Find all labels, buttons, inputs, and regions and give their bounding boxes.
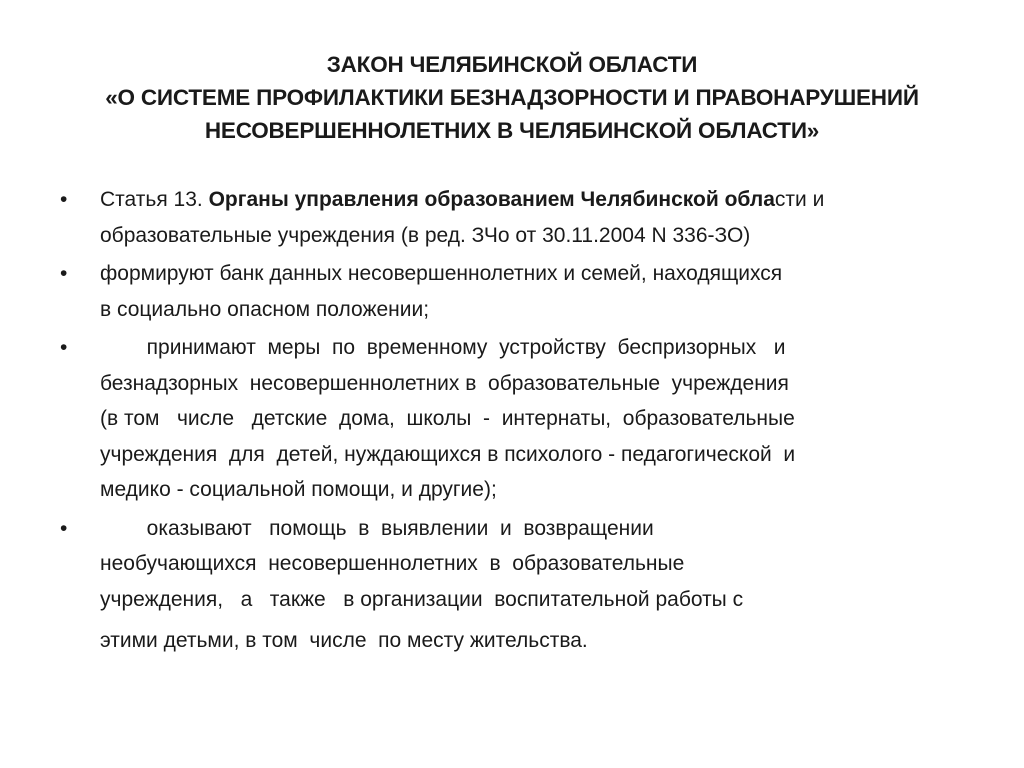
document-title	[40, 48, 984, 147]
article-heading-rest: сти и	[774, 188, 825, 211]
bullet-dot: •	[60, 188, 68, 211]
bullet-list	[60, 182, 970, 662]
bullet-line: этими детьми, в том числе по месту жительства.	[100, 629, 588, 652]
bullet-line: оказывают помощь в выявлении и возвращении	[100, 516, 654, 540]
bullet-line: безнадзорных несовершеннолетних в образовательные учреждения	[100, 371, 789, 395]
bullet-line: учреждения, а также в организации воспитательной работы с	[100, 587, 744, 611]
bullet-item-article	[60, 182, 970, 253]
title-line-3: НЕСОВЕРШЕННОЛЕТНИХ В ЧЕЛЯБИНСКОЙ ОБЛАСТИ»	[204, 118, 820, 143]
article-heading-bold: Органы управления образованием Челябинской обла	[208, 188, 775, 211]
bullet-line	[100, 182, 970, 218]
bullet-line: принимают меры по временному устройству беспризорных и	[100, 336, 786, 359]
article-prefix: Статья 13.	[100, 188, 209, 211]
bullet-item-data-bank	[60, 256, 970, 327]
bullet-line: образовательные учреждения (в ред. ЗЧо от 30.11.2004 N 336-ЗО)	[100, 223, 751, 247]
bullet-line: учреждения для детей, нуждающихся в психолого - педагогической и	[100, 442, 796, 466]
title-line-2: «О СИСТЕМЕ ПРОФИЛАКТИКИ БЕЗНАДЗОРНОСТИ И ПРАВОНАРУШЕНИЙ	[105, 85, 919, 110]
bullet-line: необучающихся несовершеннолетних в образовательные	[100, 552, 685, 575]
bullet-line: (в том числе детские дома, школы - интернаты, образовательные	[100, 407, 795, 430]
title-line-1: ЗАКОН ЧЕЛЯБИНСКОЙ ОБЛАСТИ	[326, 52, 698, 77]
bullet-line: в социально опасном положении;	[100, 297, 430, 321]
bullet-line: медико - социальной помощи, и другие);	[100, 478, 497, 501]
bullet-line: формируют банк данных несовершеннолетних и семей, находящихся	[100, 262, 783, 285]
bullet-dot: •	[60, 336, 68, 359]
bullet-dot: •	[60, 516, 68, 540]
bullet-item-placement-measures	[60, 330, 970, 508]
bullet-item-assistance	[60, 511, 970, 659]
bullet-dot: •	[60, 262, 68, 285]
